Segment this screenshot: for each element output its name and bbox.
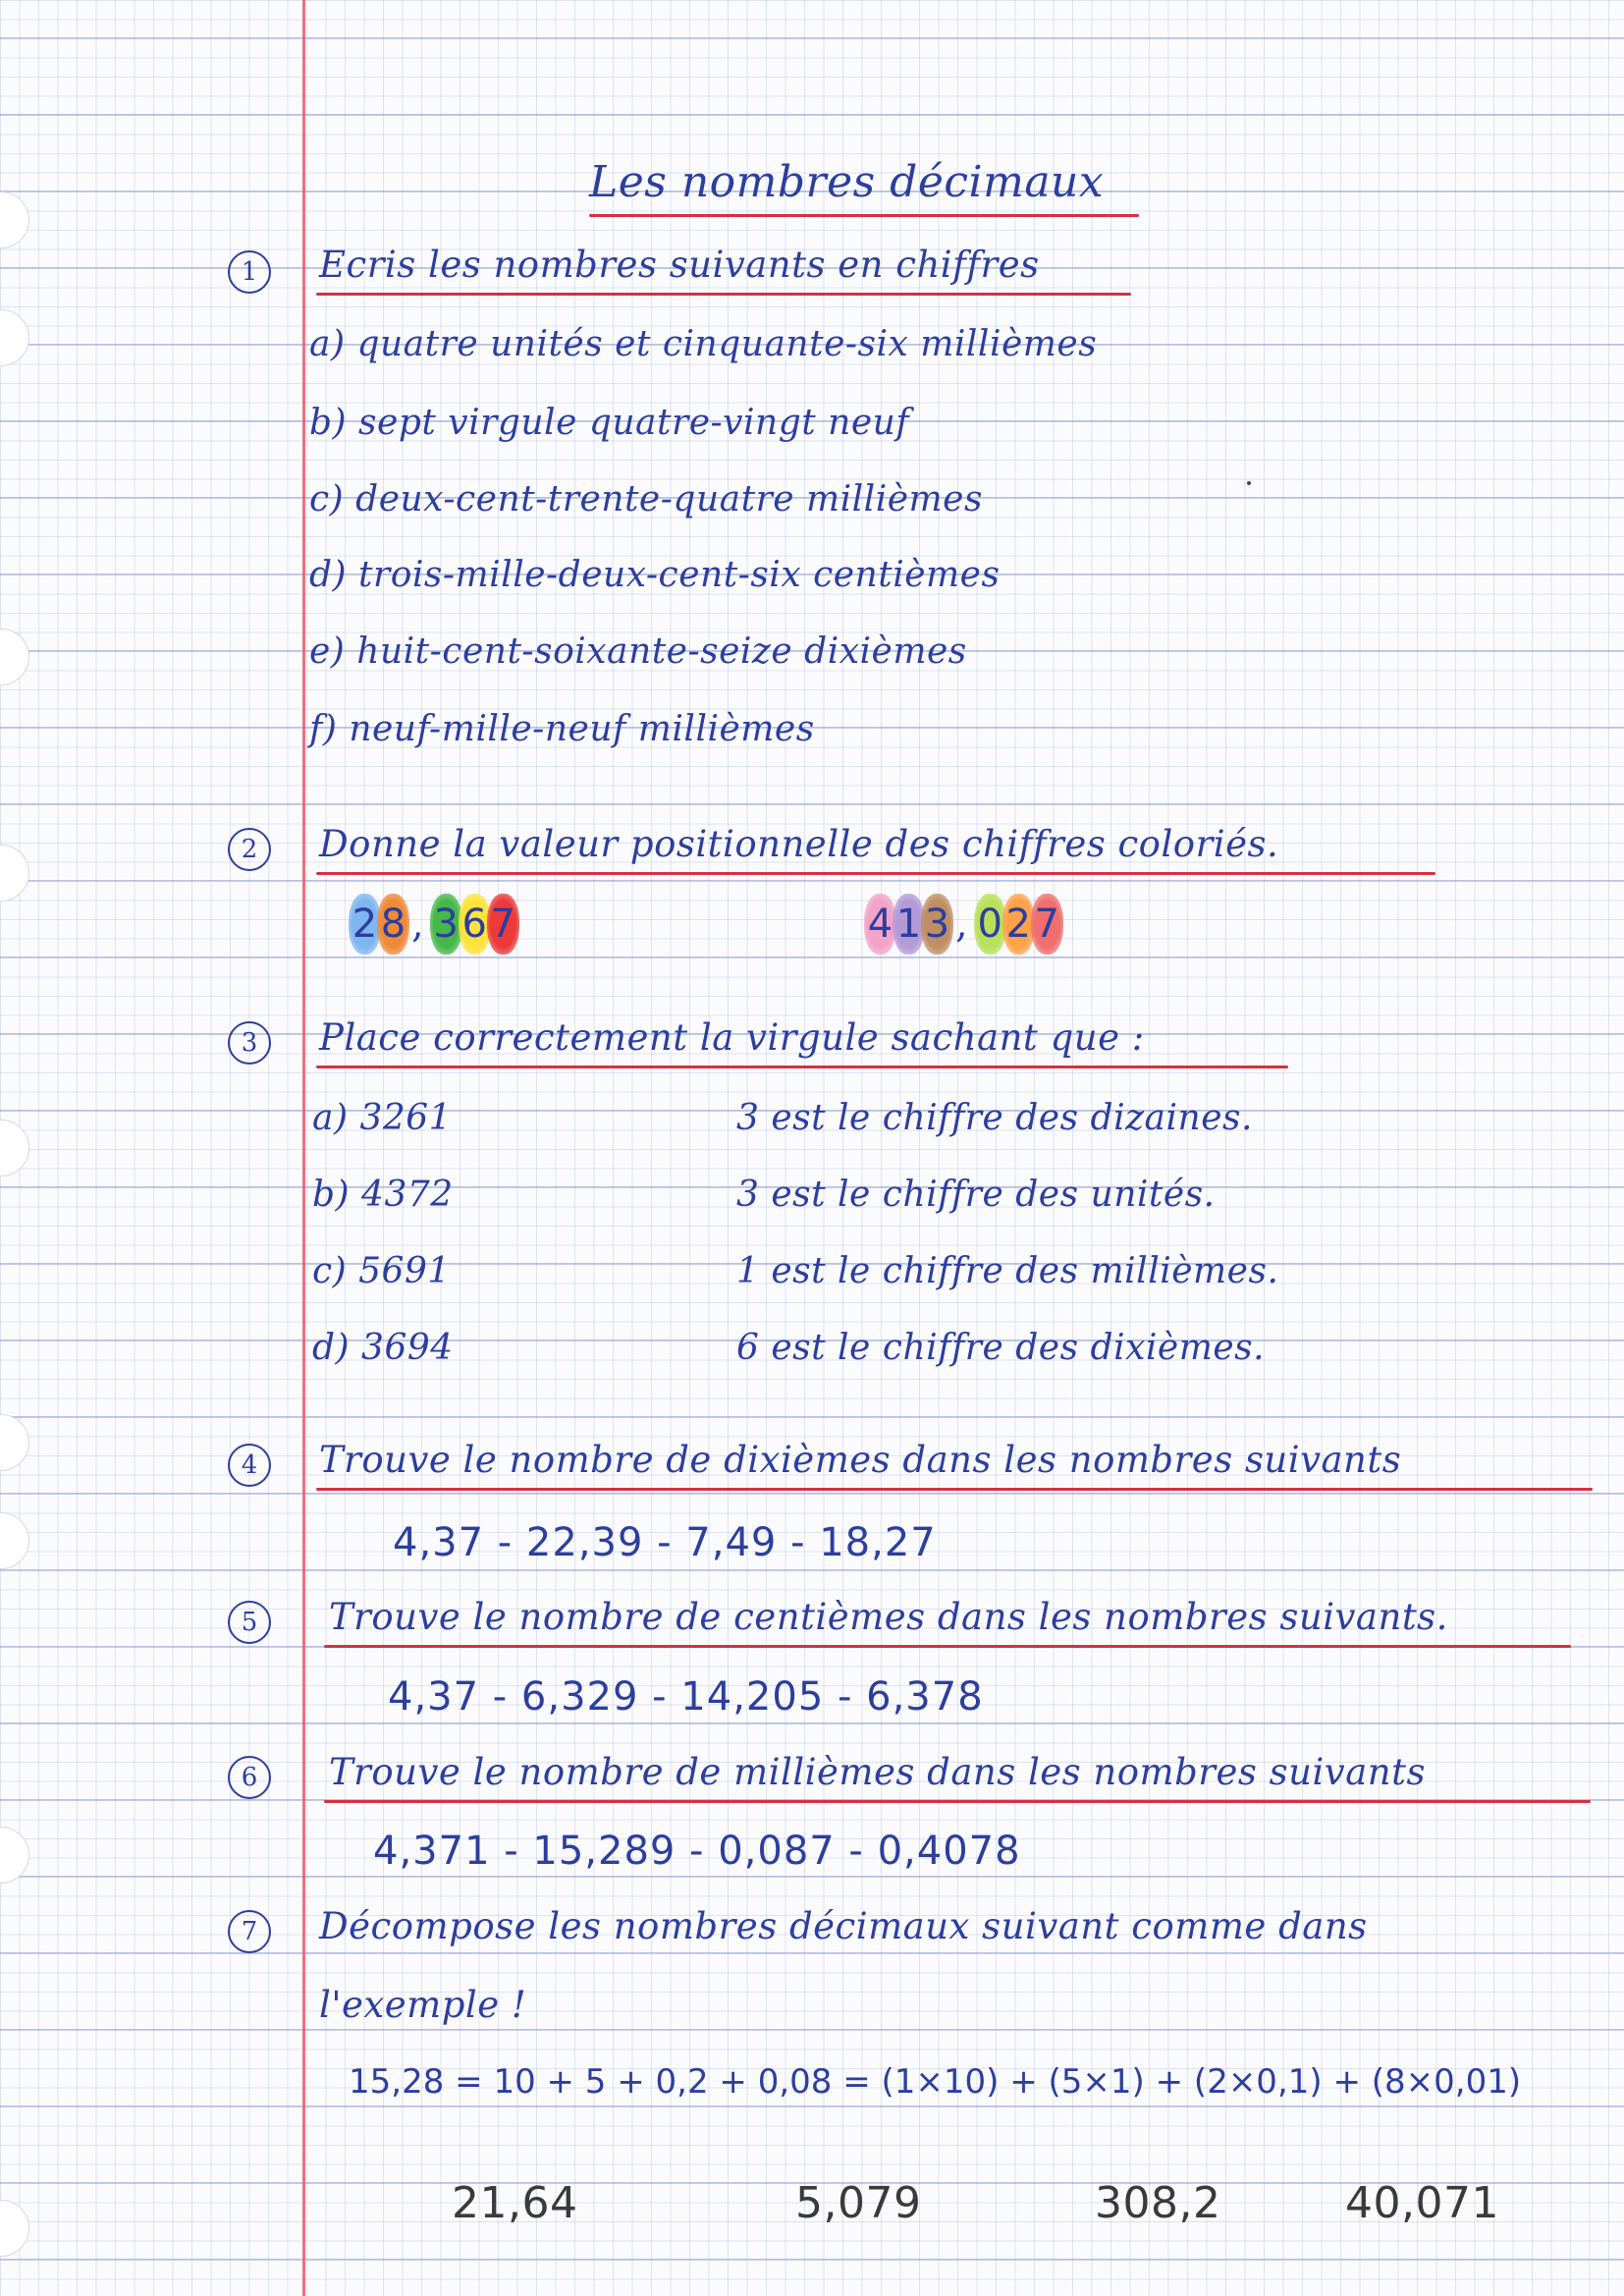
colored-number-b-digit-6: 7 — [1031, 894, 1063, 955]
exercise-7-example: 15,28 = 10 + 5 + 0,2 + 0,08 = (1×10) + (5×1) + (2×0,1) + (8×0,01) — [349, 2062, 1522, 2102]
exercise-3-label-d: d) 3694 — [312, 1328, 454, 1368]
exercise-1-instruction: Ecris les nombres suivants en chiffres — [319, 244, 1040, 286]
margin-line — [302, 0, 305, 2296]
decompose-number-1: 21,64 — [452, 2178, 578, 2228]
colored-number-b-digit-5: 2 — [1002, 894, 1035, 955]
colored-number-a-digit-4: 6 — [459, 894, 491, 955]
colored-number-b-digit-2: 3 — [921, 894, 953, 955]
colored-number-b-digit-0: 4 — [864, 894, 896, 955]
exercise-1-item-c: c) deux-cent-trente-quatre millièmes — [309, 479, 983, 519]
binder-hole — [0, 1827, 29, 1884]
colored-number-a-digit-0: 2 — [349, 894, 381, 955]
exercise-4-values: 4,37 - 22,39 - 7,49 - 18,27 — [393, 1520, 937, 1565]
colored-number-b-comma: , — [955, 902, 968, 947]
exercise-2-underline — [316, 872, 1435, 875]
exercise-5-instruction: Trouve le nombre de centièmes dans les nombres suivants. — [329, 1596, 1448, 1638]
binder-hole — [0, 845, 29, 902]
exercise-1-item-a: a) quatre unités et cinquante-six millièmes — [309, 324, 1098, 364]
exercise-6-number: 6 — [228, 1756, 271, 1799]
exercise-1-item-b: b) sept virgule quatre-vingt neuf — [309, 403, 910, 443]
colored-number-a-digit-1: 8 — [377, 894, 409, 955]
exercise-3-label-c: c) 5691 — [312, 1251, 451, 1291]
exercise-3-number: 3 — [228, 1021, 271, 1065]
exercise-6-instruction: Trouve le nombre de millièmes dans les nombres suivants — [329, 1751, 1426, 1793]
exercise-4-number: 4 — [228, 1444, 271, 1487]
colored-number-a — [349, 894, 515, 955]
decompose-number-4: 40,071 — [1345, 2178, 1499, 2228]
exercise-7-number: 7 — [228, 1910, 271, 1953]
colored-number-a-digit-3: 3 — [430, 894, 462, 955]
colored-number-b — [864, 894, 1059, 955]
decompose-number-2: 5,079 — [795, 2178, 922, 2228]
binder-hole — [0, 191, 29, 248]
exercise-3-rule-b: 3 est le chiffre des unités. — [736, 1175, 1216, 1215]
exercise-4-instruction: Trouve le nombre de dixièmes dans les nombres suivants — [319, 1439, 1402, 1481]
exercise-1-item-d: d) trois-mille-deux-cent-six centièmes — [309, 555, 1001, 595]
exercise-3-label-b: b) 4372 — [312, 1175, 454, 1215]
exercise-1-underline — [316, 293, 1131, 296]
binder-hole — [0, 1120, 29, 1176]
pencil-dot — [1247, 481, 1251, 485]
colored-number-b-digit-1: 1 — [893, 894, 925, 955]
exercise-5-underline — [324, 1645, 1571, 1648]
exercise-2-instruction: Donne la valeur positionnelle des chiffres coloriés. — [319, 823, 1279, 865]
exercise-1-number: 1 — [228, 250, 271, 294]
binder-hole — [0, 629, 29, 685]
exercise-4-underline — [316, 1488, 1593, 1491]
binder-hole — [0, 2200, 29, 2257]
exercise-3-instruction: Place correctement la virgule sachant que : — [319, 1016, 1145, 1059]
binder-hole — [0, 1512, 29, 1569]
exercise-6-values: 4,371 - 15,289 - 0,087 - 0,4078 — [373, 1829, 1021, 1874]
exercise-3-underline — [316, 1066, 1288, 1068]
exercise-3-rule-d: 6 est le chiffre des dixièmes. — [736, 1328, 1266, 1368]
colored-number-b-digit-4: 0 — [974, 894, 1006, 955]
binder-hole — [0, 1414, 29, 1471]
title-underline — [589, 214, 1139, 217]
exercise-2-number: 2 — [228, 828, 271, 871]
exercise-3-rule-c: 1 est le chiffre des millièmes. — [736, 1251, 1279, 1291]
exercise-5-number: 5 — [228, 1601, 271, 1644]
exercise-7-instruction-line2: l'exemple ! — [319, 1984, 527, 2026]
exercise-5-values: 4,37 - 6,329 - 14,205 - 6,378 — [388, 1674, 984, 1720]
exercise-6-underline — [324, 1800, 1591, 1803]
binder-hole — [0, 309, 29, 366]
exercise-3-label-a: a) 3261 — [312, 1098, 453, 1138]
exercise-3-rule-a: 3 est le chiffre des dizaines. — [736, 1098, 1253, 1138]
exercise-7-instruction-line1: Décompose les nombres décimaux suivant comme dans — [319, 1905, 1368, 1947]
exercise-1-item-f: f) neuf-mille-neuf millièmes — [309, 709, 815, 749]
page-title: Les nombres décimaux — [589, 157, 1105, 207]
decompose-number-3: 308,2 — [1095, 2178, 1221, 2228]
exercise-1-item-e: e) huit-cent-soixante-seize dixièmes — [309, 631, 967, 672]
colored-number-a-digit-5: 7 — [487, 894, 519, 955]
colored-number-a-comma: , — [411, 902, 424, 947]
